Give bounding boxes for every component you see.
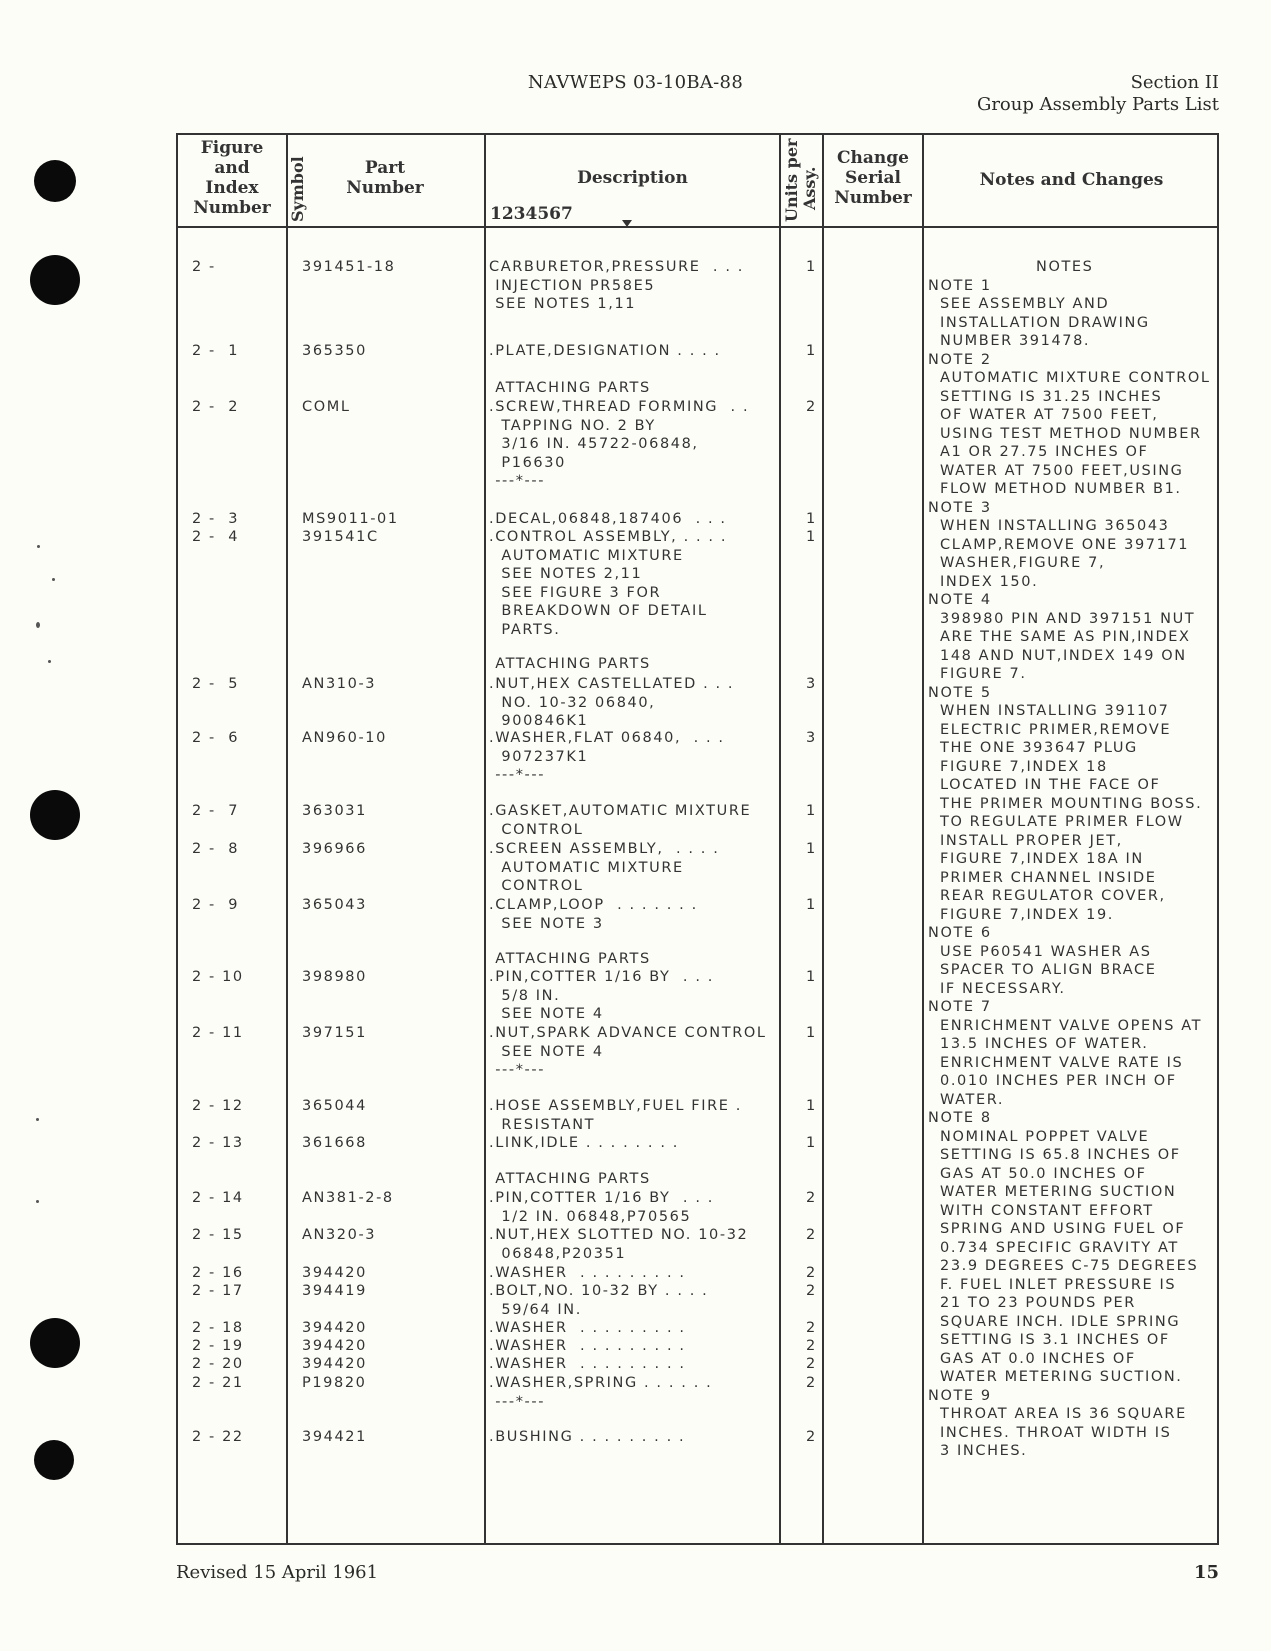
description: .WASHER . . . . . . . . .: [489, 1338, 686, 1354]
note-text: THE PRIMER MOUNTING BOSS.: [940, 795, 1203, 812]
note-text: NUMBER 391478.: [940, 333, 1091, 349]
binder-hole: [30, 255, 80, 305]
figure-index: 2 - 8: [192, 841, 240, 857]
description-continuation: TAPPING NO. 2 BY: [489, 417, 656, 434]
note-text: SETTING IS 65.8 INCHES OF: [940, 1147, 1181, 1163]
description: .WASHER,SPRING . . . . . .: [489, 1375, 713, 1391]
units-per-assy: 3: [806, 730, 817, 746]
figure-index: 2 - 21: [192, 1375, 244, 1391]
description: .BUSHING . . . . . . . . .: [489, 1429, 686, 1445]
description-continuation: AUTOMATIC MIXTURE: [489, 547, 684, 564]
header-line: Units per: [782, 138, 801, 222]
note-text: GAS AT 50.0 INCHES OF: [940, 1165, 1147, 1182]
header-line: Number: [346, 178, 424, 198]
figure-index: 2 - 16: [192, 1265, 244, 1281]
note-text: FIGURE 7,INDEX 18A IN: [940, 851, 1144, 867]
part-number: 394420: [302, 1320, 367, 1336]
figure-index: 2 - 4: [192, 529, 240, 545]
description: .CLAMP,LOOP . . . . . . .: [489, 897, 698, 913]
description: .WASHER . . . . . . . . .: [489, 1265, 686, 1281]
description-continuation: CONTROL: [489, 821, 584, 838]
description-continuation: RESISTANT: [489, 1116, 596, 1133]
figure-index: 2 - 3: [192, 511, 240, 527]
units-per-assy: 2: [806, 399, 817, 415]
document-number: NAVWEPS 03-10BA-88: [527, 72, 744, 93]
part-number: AN320-3: [302, 1227, 377, 1243]
speck: [36, 1200, 39, 1203]
speck: [36, 622, 40, 628]
header-line: Number: [834, 188, 912, 208]
part-number: 363031: [302, 803, 367, 819]
description: .WASHER,FLAT 06840, . . .: [489, 730, 725, 746]
description: .PIN,COTTER 1/16 BY . . .: [489, 1190, 714, 1206]
description: .BOLT,NO. 10-32 BY . . . .: [489, 1283, 709, 1299]
description-continuation: 907237K1: [489, 748, 589, 765]
figure-index: 2 - 7: [192, 803, 240, 819]
description: ATTACHING PARTS: [489, 951, 651, 967]
units-per-assy: 1: [806, 343, 817, 359]
units-per-assy: 2: [806, 1429, 817, 1445]
column-header-change-serial: [824, 148, 922, 208]
units-per-assy: 1: [806, 969, 817, 985]
note-text: FIGURE 7.: [940, 666, 1027, 682]
note-text: 0.734 SPECIFIC GRAVITY AT: [940, 1239, 1179, 1256]
description: .SCREW,THREAD FORMING . .: [489, 399, 750, 415]
units-per-assy: 1: [806, 897, 817, 913]
note-text: WATER.: [940, 1091, 1005, 1108]
description: .LINK,IDLE . . . . . . . .: [489, 1135, 679, 1151]
note-label: NOTE 7: [928, 999, 992, 1015]
revision-date: Revised 15 April 1961: [176, 1562, 379, 1583]
part-number: 394421: [302, 1429, 367, 1445]
part-number: COML: [302, 399, 351, 415]
speck: [52, 578, 55, 581]
units-per-assy: 1: [806, 511, 817, 527]
note-text: FLOW METHOD NUMBER B1.: [940, 481, 1182, 497]
units-per-assy: 1: [806, 841, 817, 857]
description: .DECAL,06848,187406 . . .: [489, 511, 727, 527]
note-text: WASHER,FIGURE 7,: [940, 555, 1106, 571]
figure-index: 2 - 9: [192, 897, 240, 913]
note-label: NOTE 9: [928, 1387, 992, 1404]
note-text: OF WATER AT 7500 FEET,: [940, 407, 1159, 423]
part-number: 396966: [302, 841, 367, 857]
note-label: NOTE 6: [928, 925, 992, 941]
column-header-symbol: Symbol: [288, 156, 307, 222]
note-label: NOTE 3: [928, 499, 992, 516]
figure-index: 2 - 15: [192, 1227, 244, 1243]
figure-index: 2 - 20: [192, 1356, 244, 1372]
note-text: FIGURE 7,INDEX 18: [940, 758, 1108, 775]
note-text: THROAT AREA IS 36 SQUARE: [940, 1406, 1187, 1422]
note-text: REAR REGULATOR COVER,: [940, 888, 1166, 904]
speck: [36, 1118, 39, 1121]
binder-hole: [34, 1440, 74, 1480]
part-number: AN381-2-8: [302, 1190, 394, 1206]
description-continuation: SEE NOTES 1,11: [489, 296, 637, 312]
part-number: MS9011-01: [302, 511, 399, 527]
column-divider: [822, 133, 824, 1545]
description-continuation: BREAKDOWN OF DETAIL: [489, 603, 708, 619]
part-number: 365350: [302, 343, 367, 359]
note-text: F. FUEL INLET PRESSURE IS: [940, 1276, 1177, 1293]
note-text: 398980 PIN AND 397151 NUT: [940, 610, 1196, 627]
units-per-assy: 3: [806, 676, 817, 692]
description-continuation: AUTOMATIC MIXTURE: [489, 859, 684, 876]
description: .WASHER . . . . . . . . .: [489, 1320, 686, 1336]
note-text: INSTALLATION DRAWING: [940, 314, 1150, 331]
units-per-assy: 2: [806, 1338, 817, 1354]
description: .NUT,HEX CASTELLATED . . .: [489, 676, 735, 692]
column-divider: [484, 133, 486, 1545]
section-label: Section II: [1130, 72, 1219, 93]
binder-hole: [34, 160, 76, 202]
note-text: WATER METERING SUCTION.: [940, 1369, 1183, 1385]
note-text: SETTING IS 31.25 INCHES: [940, 388, 1163, 405]
note-text: ENRICHMENT VALVE OPENS AT: [940, 1017, 1203, 1034]
note-text: FIGURE 7,INDEX 19.: [940, 906, 1114, 923]
units-per-assy: 2: [806, 1283, 817, 1299]
note-label: NOTE 4: [928, 592, 992, 608]
part-number: 394420: [302, 1356, 367, 1372]
note-text: WITH CONSTANT EFFORT: [940, 1202, 1154, 1219]
header-line: and: [214, 158, 250, 178]
note-text: WHEN INSTALLING 391107: [940, 703, 1170, 719]
description-continuation: 59/64 IN.: [489, 1301, 582, 1318]
description-continuation: INJECTION PR58E5: [489, 277, 656, 294]
description: .SCREEN ASSEMBLY, . . . .: [489, 841, 720, 857]
units-per-assy: 2: [806, 1227, 817, 1243]
figure-index: 2 - 10: [192, 969, 244, 985]
figure-index: 2 - 13: [192, 1135, 244, 1151]
part-number: P19820: [302, 1375, 367, 1391]
description: ATTACHING PARTS: [489, 1171, 651, 1187]
speck: [48, 660, 51, 663]
description-continuation: SEE FIGURE 3 FOR: [489, 584, 662, 601]
units-per-assy: 2: [806, 1190, 817, 1206]
note-text: NOMINAL POPPET VALVE: [940, 1128, 1150, 1145]
units-per-assy: 1: [806, 1135, 817, 1151]
column-header-figure-index: [178, 138, 286, 218]
note-text: WATER METERING SUCTION: [940, 1184, 1177, 1200]
part-number: AN310-3: [302, 676, 377, 692]
figure-index: 2 - 14: [192, 1190, 244, 1206]
units-per-assy: 1: [806, 803, 817, 819]
note-text: USE P60541 WASHER AS: [940, 943, 1152, 960]
column-header-notes: Notes and Changes: [979, 170, 1164, 190]
header-line: Number: [193, 198, 271, 218]
part-number: AN960-10: [302, 730, 387, 746]
units-per-assy: 2: [806, 1356, 817, 1372]
note-text: INSTALL PROPER JET,: [940, 832, 1123, 849]
figure-index: 2 - 5: [192, 676, 240, 692]
figure-index: 2 - 22: [192, 1429, 244, 1445]
part-number: 398980: [302, 969, 367, 985]
description: .CONTROL ASSEMBLY, . . . .: [489, 529, 728, 545]
note-text: CLAMP,REMOVE ONE 397171: [940, 536, 1190, 553]
description-continuation: 1/2 IN. 06848,P70565: [489, 1208, 692, 1225]
units-per-assy: 1: [806, 529, 817, 545]
figure-index: 2 -: [192, 259, 216, 275]
column-header-description: Description: [577, 168, 688, 188]
units-per-assy: 1: [806, 1025, 817, 1041]
note-text: TO REGULATE PRIMER FLOW: [940, 814, 1184, 830]
page-number: 15: [1193, 1562, 1219, 1583]
figure-index: 2 - 11: [192, 1025, 244, 1041]
figure-index: 2 - 17: [192, 1283, 244, 1299]
note-text: 0.010 INCHES PER INCH OF: [940, 1073, 1177, 1089]
note-text: SETTING IS 3.1 INCHES OF: [940, 1332, 1170, 1348]
description: .NUT,HEX SLOTTED NO. 10-32: [489, 1227, 749, 1243]
description: .PLATE,DESIGNATION . . . .: [489, 343, 721, 359]
note-text: INCHES. THROAT WIDTH IS: [940, 1424, 1172, 1441]
note-text: SPRING AND USING FUEL OF: [940, 1221, 1186, 1237]
description-continuation: NO. 10-32 06840,: [489, 694, 656, 711]
description-continuation: CONTROL: [489, 878, 584, 894]
column-divider: [922, 133, 924, 1545]
units-per-assy: 2: [806, 1265, 817, 1281]
description-continuation: ---*---: [489, 1062, 546, 1078]
note-text: GAS AT 0.0 INCHES OF: [940, 1350, 1136, 1367]
part-number: 365044: [302, 1098, 367, 1114]
note-text: 23.9 DEGREES C-75 DEGREES: [940, 1258, 1199, 1274]
description-continuation: SEE NOTE 4: [489, 1006, 604, 1022]
column-header-units-per-assy: [783, 139, 819, 222]
note-text: LOCATED IN THE FACE OF: [940, 777, 1161, 793]
figure-index: 2 - 2: [192, 399, 240, 415]
part-number: 391541C: [302, 529, 379, 545]
note-text: AUTOMATIC MIXTURE CONTROL: [940, 370, 1211, 386]
description: .GASKET,AUTOMATIC MIXTURE: [489, 803, 752, 819]
description: .NUT,SPARK ADVANCE CONTROL: [489, 1025, 767, 1041]
note-text: A1 OR 27.75 INCHES OF: [940, 444, 1149, 460]
note-label: NOTE 2: [928, 351, 992, 368]
column-header-part-number: [310, 158, 460, 198]
column-divider: [286, 133, 288, 1545]
note-text: INDEX 150.: [940, 573, 1039, 590]
units-per-assy: 2: [806, 1375, 817, 1391]
speck: [37, 545, 40, 548]
description-continuation: SEE NOTES 2,11: [489, 566, 643, 582]
part-number: 394420: [302, 1338, 367, 1354]
note-text: 3 INCHES.: [940, 1443, 1028, 1459]
description-continuation: ---*---: [489, 767, 546, 783]
description: ATTACHING PARTS: [489, 656, 651, 672]
indent-scale: 1234567: [490, 204, 573, 224]
note-label: NOTE 5: [928, 684, 992, 701]
description: CARBURETOR,PRESSURE . . .: [489, 259, 744, 275]
column-divider: [779, 133, 781, 1545]
part-number: 391451-18: [302, 259, 396, 275]
units-per-assy: 2: [806, 1320, 817, 1336]
note-text: THE ONE 393647 PLUG: [940, 740, 1138, 756]
description-continuation: ---*---: [489, 1393, 546, 1410]
indent-arrow-icon: [622, 220, 632, 227]
header-line: Serial: [845, 168, 901, 188]
description-continuation: 3/16 IN. 45722-06848,: [489, 436, 699, 452]
part-number: 361668: [302, 1135, 367, 1151]
section-heading: [977, 72, 1219, 116]
description-continuation: SEE NOTE 4: [489, 1043, 604, 1060]
figure-index: 2 - 6: [192, 730, 240, 746]
description-continuation: ---*---: [489, 473, 546, 489]
part-number: 394420: [302, 1265, 367, 1281]
notes-title: NOTES: [1036, 259, 1094, 275]
binder-hole: [30, 1318, 80, 1368]
note-text: SEE ASSEMBLY AND: [940, 296, 1110, 312]
header-line: Index: [205, 178, 259, 198]
note-text: ENRICHMENT VALVE RATE IS: [940, 1054, 1184, 1071]
header-line: Change: [837, 148, 909, 168]
section-title: Group Assembly Parts List: [976, 94, 1219, 115]
description-continuation: PARTS.: [489, 621, 561, 638]
description: .HOSE ASSEMBLY,FUEL FIRE .: [489, 1098, 742, 1114]
note-text: 13.5 INCHES OF WATER.: [940, 1036, 1149, 1052]
header-line: Assy.: [800, 166, 819, 210]
note-label: NOTE 1: [928, 277, 992, 294]
note-text: WHEN INSTALLING 365043: [940, 518, 1170, 534]
description-continuation: P16630: [489, 454, 566, 471]
note-text: SPACER TO ALIGN BRACE: [940, 962, 1157, 978]
binder-hole: [30, 790, 80, 840]
description-continuation: 900846K1: [489, 713, 589, 729]
note-text: USING TEST METHOD NUMBER: [940, 425, 1202, 442]
part-number: 394419: [302, 1283, 367, 1299]
note-text: 148 AND NUT,INDEX 149 ON: [940, 647, 1187, 664]
part-number: 365043: [302, 897, 367, 913]
units-per-assy: 1: [806, 259, 817, 275]
description: ATTACHING PARTS: [489, 380, 651, 396]
note-text: ELECTRIC PRIMER,REMOVE: [940, 721, 1172, 738]
note-text: 21 TO 23 POUNDS PER: [940, 1295, 1136, 1311]
figure-index: 2 - 1: [192, 343, 240, 359]
units-per-assy: 1: [806, 1098, 817, 1114]
figure-index: 2 - 19: [192, 1338, 244, 1354]
figure-index: 2 - 18: [192, 1320, 244, 1336]
note-label: NOTE 8: [928, 1110, 992, 1126]
note-text: SQUARE INCH. IDLE SPRING: [940, 1313, 1181, 1330]
header-line: Figure: [200, 138, 264, 158]
description-continuation: 06848,P20351: [489, 1245, 627, 1262]
header-divider: [176, 226, 1219, 228]
description-continuation: 5/8 IN.: [489, 987, 561, 1004]
figure-index: 2 - 12: [192, 1098, 244, 1114]
description-continuation: SEE NOTE 3: [489, 915, 604, 932]
part-number: 397151: [302, 1025, 367, 1041]
note-text: ARE THE SAME AS PIN,INDEX: [940, 629, 1191, 645]
description: .WASHER . . . . . . . . .: [489, 1356, 686, 1372]
header-line: Part: [364, 158, 406, 178]
description: .PIN,COTTER 1/16 BY . . .: [489, 969, 714, 985]
note-text: PRIMER CHANNEL INSIDE: [940, 869, 1157, 886]
note-text: WATER AT 7500 FEET,USING: [940, 462, 1184, 479]
note-text: IF NECESSARY.: [940, 980, 1066, 997]
